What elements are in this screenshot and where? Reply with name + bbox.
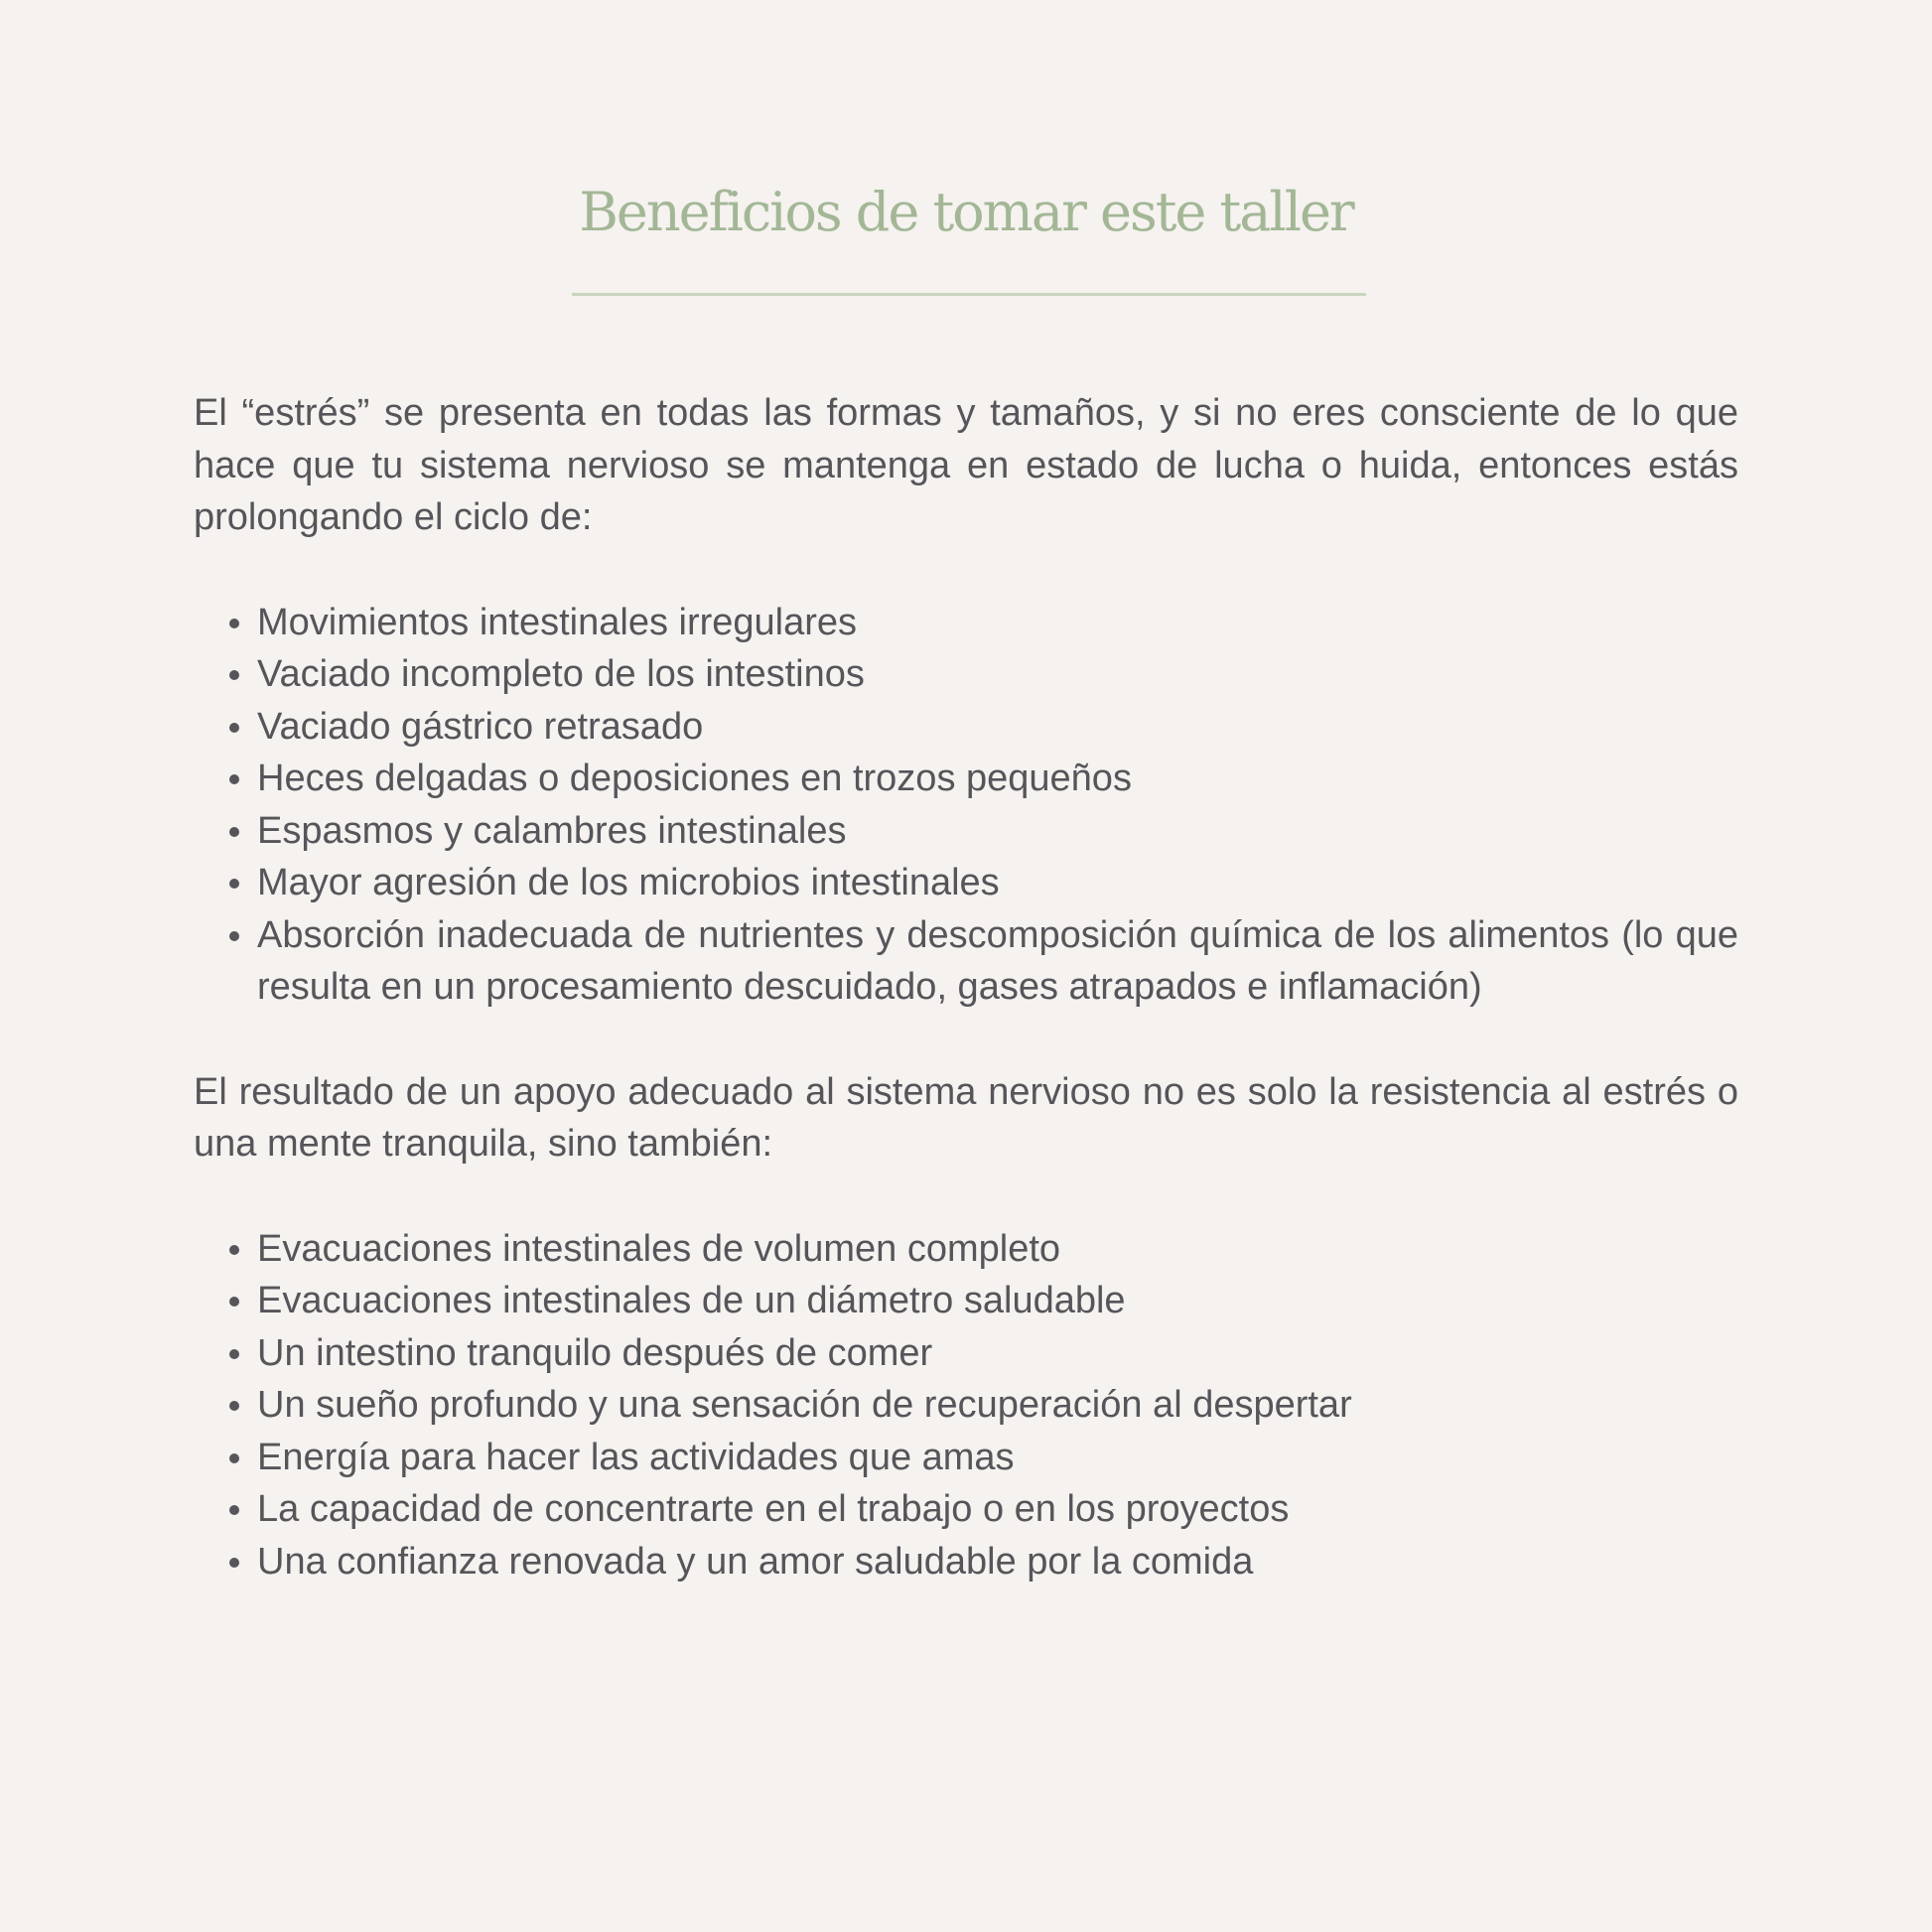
- page-title: Beneficios de tomar este taller: [579, 181, 1353, 243]
- bullet-icon: [229, 879, 239, 889]
- bullet-icon: [229, 931, 239, 941]
- bullet-icon: [229, 1505, 239, 1515]
- list-item: Absorción inadecuada de nutrientes y descomposición química de los alimentos (lo que resulta en un procesamiento descuidado, gases atrapados e inflamación): [194, 909, 1738, 1014]
- list-item: Vaciado incompleto de los intestinos: [194, 648, 1738, 701]
- list-item: Espasmos y calambres intestinales: [194, 805, 1738, 858]
- title-divider: [572, 293, 1366, 296]
- list-item: Heces delgadas o deposiciones en trozos pequeños: [194, 753, 1738, 805]
- list-item: La capacidad de concentrarte en el trabajo o en los proyectos: [194, 1483, 1738, 1536]
- bullet-icon: [229, 619, 239, 628]
- list-item: Energía para hacer las actividades que amas: [194, 1432, 1738, 1484]
- list-item: Un intestino tranquilo después de comer: [194, 1327, 1738, 1380]
- bullet-icon: [229, 1401, 239, 1411]
- bullet-icon: [229, 670, 239, 680]
- list-item: Evacuaciones intestinales de volumen completo: [194, 1223, 1738, 1276]
- bullet-icon: [229, 723, 239, 733]
- list-item: Evacuaciones intestinales de un diámetro saludable: [194, 1275, 1738, 1327]
- result-paragraph: El resultado de un apoyo adecuado al sistema nervioso no es solo la resistencia al estrés o una mente tranquila, sino también:: [194, 1070, 1738, 1165]
- bullet-icon: [229, 774, 239, 784]
- bullet-icon: [229, 1297, 239, 1307]
- list-item: Mayor agresión de los microbios intestinales: [194, 857, 1738, 909]
- bullet-icon: [229, 1245, 239, 1255]
- symptoms-list: [194, 597, 1738, 1014]
- bullet-icon: [229, 1453, 239, 1463]
- benefits-list: [194, 1223, 1738, 1588]
- list-item: Un sueño profundo y una sensación de recuperación al despertar: [194, 1379, 1738, 1432]
- list-item: Una confianza renovada y un amor saludable por la comida: [194, 1536, 1738, 1588]
- intro-paragraph: El “estrés” se presenta en todas las formas y tamaños, y si no eres consciente de lo que hace que tu sistema nervioso se mantenga en estado de lucha o huida, entonces estás prolongando el ciclo de:: [194, 392, 1738, 538]
- bullet-icon: [229, 1349, 239, 1359]
- bullet-icon: [229, 1558, 239, 1568]
- list-item: Vaciado gástrico retrasado: [194, 701, 1738, 754]
- content: [194, 387, 1738, 1587]
- bullet-icon: [229, 827, 239, 837]
- list-item: Movimientos intestinales irregulares: [194, 597, 1738, 649]
